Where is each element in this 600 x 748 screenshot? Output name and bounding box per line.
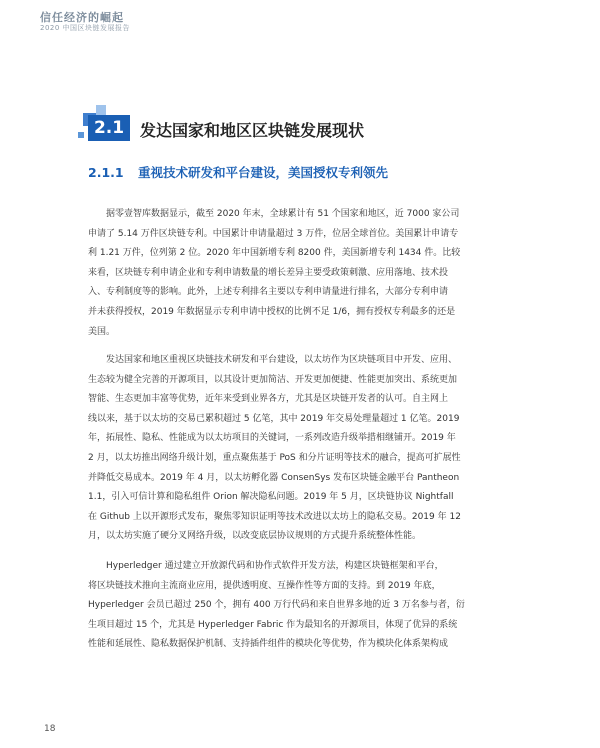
paragraph-line: 线以来，基于以太坊的交易已累积超过 5 亿笔，其中 2019 年交易处理量超过 1 亿笔。2019: [88, 413, 460, 424]
section-number-badge: 2.1: [88, 115, 130, 141]
decorative-square: [78, 132, 84, 138]
paragraph-line: Hyperledger 会员已超过 250 个，拥有 400 万行代码和来自世界多地的近 3 万名参与者，衍: [88, 600, 465, 611]
paragraph-line: 申请了 5.14 万件区块链专利。中国累计申请量超过 3 万件，位居全球首位。美国累计申请专: [88, 228, 459, 239]
header-subtitle: 2020 中国区块链发展报告: [40, 24, 131, 32]
paragraph-line: 生项目超过 15 个，尤其是 Hyperledger Fabric 作为最知名的开源项目，体现了优异的系统: [88, 619, 458, 630]
paragraph-line: 并未获得授权，2019 年数据显示专利申请中授权的比例不足 1/6，拥有授权专利最多的还是: [88, 306, 456, 317]
paragraph-line: 在 Github 上以开源形式发布，聚焦零知识证明等技术改进以太坊上的隐私交易。2019 年 12: [88, 511, 461, 522]
subsection-number: 2.1.1: [88, 165, 124, 180]
paragraph-line: 入、专利制度等的影响。此外，上述专利排名主要以专利申请量进行排名，大部分专利申请: [88, 287, 449, 298]
paragraph-line: 美国。: [88, 326, 116, 337]
decorative-square: [96, 105, 106, 115]
paragraph-line: 智能、生态更加丰富等优势，近年来受到业界各方，尤其是区块链开发者的认可。自主网上: [88, 394, 449, 405]
paragraph-2: [88, 351, 504, 547]
paragraph-3: [88, 557, 504, 655]
subsection-heading: [88, 163, 388, 181]
section-title: 发达国家和地区区块链发展现状: [140, 121, 365, 140]
paragraph-line: 月，以太坊实施了硬分叉网络升级，以改变底层协议规则的方式提升系统整体性能。: [88, 531, 422, 542]
paragraph-line: 将区块链技术推向主流商业应用，提供透明度、互操作性等方面的支持。到 2019 年底，: [88, 580, 441, 591]
paragraph-line: 据零壹智库数据显示，截至 2020 年末，全球累计有 51 个国家和地区，近 7000 家公司: [106, 209, 460, 219]
paragraph-line: 来看，区块链专利申请企业和专利申请数量的增长差异主要受政策刺激、应用落地、技术投: [88, 267, 449, 278]
paragraph-line: 2 月，以太坊推出网络升级计划，重点聚焦基于 PoS 和分片证明等技术的融合，提高可扩展性: [88, 452, 461, 463]
paragraph-line: 并降低交易成本。2019 年 4 月，以太坊孵化器 ConsenSys 发布区块链金融平台 Pantheon: [88, 472, 460, 483]
paragraph-line: 年，拓展性、隐私、性能成为以太坊项目的关键词，一系列改造升级举措相继铺开。2019 年: [88, 433, 456, 444]
paragraph-line: Hyperledger 通过建立开放源代码和协作式软件开发方法，构建区块链框架和平台，: [106, 561, 444, 571]
paragraph-line: 生态较为健全完善的开源项目，以其设计更加简洁、开发更加便捷、性能更加突出、系统更加: [88, 374, 458, 385]
paragraph-line: 利 1.21 万件，位列第 2 位。2020 年中国新增专利 8200 件，美国新增专利 1434 件。比较: [88, 248, 461, 259]
page-number: 18: [44, 724, 56, 734]
paragraph-line: 1.1，引入可信计算和隐私组件 Orion 解决隐私问题。2019 年 5 月，区块链协议 Nightfall: [88, 492, 454, 503]
paragraph-line: 发达国家和地区重视区块链技术研发和平台建设，以太坊作为区块链项目中开发、应用、: [106, 355, 458, 365]
subsection-title: 重视技术研发和平台建设，美国授权专利领先: [137, 165, 388, 180]
paragraph-1: [88, 205, 504, 342]
paragraph-line: 性能和延展性、隐私数据保护机制、支持插件组件的模块化等优势，作为模块化体系架构成: [88, 639, 449, 650]
header-title: 信任经济的崛起: [40, 11, 124, 24]
